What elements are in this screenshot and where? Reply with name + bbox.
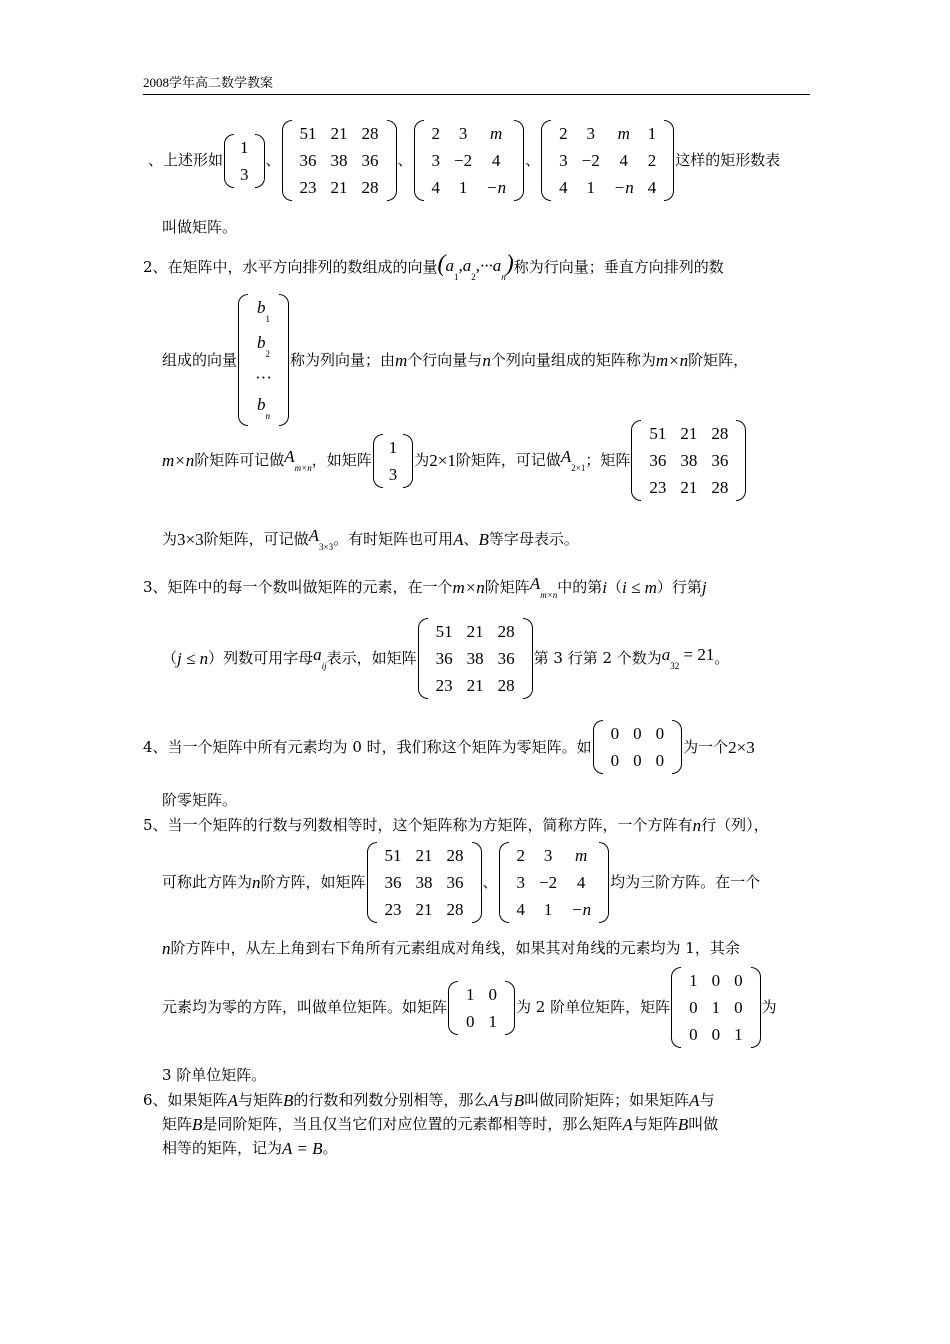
var-n: n	[692, 816, 702, 835]
matrix-cell: 36	[435, 649, 453, 668]
symbol-A-mxn	[530, 575, 557, 600]
matrix-cell: 3	[543, 846, 553, 865]
matrix-cell: 3	[458, 124, 468, 143]
section-2-line-4	[162, 527, 579, 552]
text: 、	[525, 151, 541, 169]
matrix-cell: 38	[415, 873, 433, 892]
matrix-row	[425, 174, 514, 201]
matrix-cell: 21	[680, 424, 698, 443]
text: 。	[714, 649, 730, 667]
symbol-A-3x3	[309, 527, 333, 552]
column-vector: $b_1$ $b_2$ ··· $b_n$	[237, 294, 290, 426]
matrix-1x2	[223, 134, 266, 188]
dim-mxn: m×n	[452, 578, 485, 597]
matrix-cell: −2	[539, 873, 558, 892]
section-2-line-2	[162, 294, 748, 426]
text: 相等的矩阵，记为	[162, 1139, 283, 1157]
matrix-cell: 21	[680, 478, 698, 497]
symbol-A-2x1	[561, 448, 585, 473]
text: 叫做矩阵。	[162, 218, 238, 236]
matrix-cell: 21	[415, 846, 433, 865]
matrix-cell: −n	[486, 178, 507, 197]
matrix-cell: 0	[633, 751, 642, 770]
matrix-cell: 4	[559, 178, 568, 197]
symbol-A: A	[689, 1091, 700, 1110]
matrix-row	[682, 967, 750, 994]
matrix-cell: 4	[491, 151, 501, 170]
matrix-cell: 0	[466, 1011, 475, 1031]
text: 第 3 行第 2 个数为	[533, 649, 662, 667]
matrix-row	[382, 461, 405, 488]
text: 这样的矩形数表	[675, 151, 781, 169]
matrix-cell: 1	[689, 971, 698, 990]
matrix-3x3-symbolic	[498, 842, 611, 923]
symbol-A-mxn	[284, 448, 311, 473]
text: 表示，如矩阵	[326, 649, 417, 667]
section-3-line-1	[143, 575, 707, 600]
matrix-cell: 0	[488, 984, 498, 1004]
section-2-line-3	[162, 420, 747, 501]
matrix-cell: −2	[454, 151, 473, 170]
page-header: 2008学年高二数学教案	[143, 72, 810, 95]
matrix-cell: 0	[655, 751, 665, 770]
matrix-cell: 4	[516, 900, 526, 919]
text: 称为列向量；由	[290, 350, 396, 369]
matrix-cell: 1	[466, 984, 475, 1004]
matrix-row	[459, 1008, 504, 1035]
text: 。	[322, 1139, 338, 1157]
subscript: 3×3	[319, 542, 334, 552]
text: ）行第	[656, 578, 702, 596]
text: 3、矩阵中的每一个数叫做矩阵的元素，在一个	[143, 578, 453, 596]
matrix-cell: 23	[435, 676, 453, 695]
text: 为 2 阶单位矩阵，矩阵	[516, 998, 671, 1016]
row-vector: $(a_1,a_2,\cdot\cdot\cdot a_n)$	[437, 251, 514, 282]
text: 个列向量组成的矩阵称为	[490, 350, 656, 369]
matrix-cell: 1	[240, 137, 249, 157]
matrix-cell: 21	[466, 676, 484, 695]
subscript: m×n	[294, 463, 312, 473]
cond-i: i ≤ m	[622, 578, 657, 597]
matrix-cell: 28	[497, 622, 515, 641]
matrix-cell: 0	[711, 971, 721, 990]
matrix-cell: 4	[576, 873, 586, 892]
matrix-row	[552, 174, 663, 201]
matrix-cell: 28	[711, 424, 729, 443]
text: 与	[699, 1091, 715, 1109]
matrix-row	[459, 981, 504, 1008]
matrix-cell: 51	[435, 622, 453, 641]
dim-mxn: m×n	[162, 451, 195, 470]
text: ）列数可用字母	[208, 649, 314, 667]
matrix-cell: 28	[446, 846, 464, 865]
text: 的行数和列数分别相等，那么	[293, 1091, 489, 1109]
var-j: j	[701, 578, 707, 597]
matrix-cell: 1	[734, 1025, 743, 1044]
matrix-row	[378, 896, 471, 923]
matrix-cell: 1	[488, 1011, 498, 1031]
matrix-row	[429, 672, 522, 699]
section-1-line-1	[148, 120, 780, 201]
A: A	[308, 526, 320, 545]
symbol-A: A	[622, 1115, 633, 1134]
matrix-row	[642, 420, 735, 447]
section-4-line-2	[162, 793, 237, 808]
dim-2x3: 2×3	[728, 737, 755, 757]
matrix-3x3-symbolic	[413, 120, 526, 201]
text: ，如矩阵	[311, 451, 372, 469]
matrix-cell: 0	[711, 1025, 721, 1044]
matrix-cell: 21	[330, 124, 348, 143]
text: 3 阶单位矩阵。	[162, 1066, 267, 1084]
matrix-row	[552, 147, 663, 174]
matrix-row	[425, 120, 514, 147]
section-6-line-2	[162, 1116, 718, 1133]
matrix-row	[682, 1021, 750, 1048]
matrix-cell: 3	[516, 873, 526, 892]
text: 叫做同阶矩阵；如果矩阵	[524, 1091, 690, 1109]
matrix-cell: 36	[446, 873, 464, 892]
matrix-cell: 21	[330, 178, 348, 197]
matrix-cell: 1	[458, 178, 468, 197]
matrix-cell: 36	[384, 873, 402, 892]
var-n: n	[252, 873, 261, 892]
identity-matrix-3	[670, 967, 762, 1048]
text: （	[162, 649, 178, 667]
a: a	[661, 645, 671, 664]
matrix-cell: 28	[361, 124, 379, 143]
matrix-cell: 38	[330, 151, 348, 170]
matrix-row	[552, 120, 663, 147]
text: 为	[162, 530, 178, 548]
dim-2x1: 2×1	[429, 451, 456, 470]
text: 、	[482, 873, 498, 891]
matrix-3x3	[417, 618, 534, 699]
text: （	[607, 578, 623, 596]
matrix-row	[293, 174, 386, 201]
a: a	[313, 645, 322, 664]
text: 为	[761, 998, 777, 1016]
matrix-cell: 23	[299, 178, 317, 197]
matrix-cell: 4	[431, 178, 441, 197]
section-5-line-3	[162, 940, 740, 957]
symbol-B: B	[478, 530, 489, 549]
matrix-3x4	[540, 120, 675, 201]
symbol-a32: $a_{32} = 21$	[661, 645, 715, 671]
matrix-cell: m	[489, 124, 503, 143]
matrix-cell: 51	[299, 124, 317, 143]
A: A	[284, 447, 295, 466]
matrix-row	[378, 869, 471, 896]
matrix-cell: 28	[497, 676, 515, 695]
subscript: 2×1	[571, 463, 586, 473]
text: 与	[498, 1091, 514, 1109]
A: A	[560, 447, 572, 466]
matrix-cell: 36	[649, 451, 667, 470]
matrix-row	[293, 120, 386, 147]
identity-matrix-2	[447, 981, 516, 1035]
text: 可称此方阵为	[162, 873, 253, 891]
text: 组成的向量	[162, 350, 238, 369]
matrix-cell: −2	[581, 151, 600, 170]
matrix-cell: 28	[446, 900, 464, 919]
section-3-line-2	[162, 618, 729, 699]
text: 、	[265, 151, 281, 169]
text: 阶矩阵	[484, 578, 530, 596]
section-1-line-2	[162, 220, 237, 235]
text: 阶矩阵，	[688, 350, 749, 369]
matrix-cell: 28	[361, 178, 379, 197]
matrix-cell: 0	[610, 724, 620, 743]
matrix-cell: 0	[734, 998, 743, 1017]
matrix-cell: 4	[619, 151, 628, 170]
matrix-cell: m	[617, 124, 630, 143]
matrix-cell: 3	[586, 124, 595, 143]
matrix-cell: 0	[610, 751, 620, 770]
text: 、上述形如	[148, 151, 224, 169]
var-i: i	[602, 578, 608, 597]
zero-matrix-2x3	[592, 720, 684, 774]
matrix-cell: 23	[384, 900, 402, 919]
matrix-row	[642, 474, 735, 501]
matrix-row	[293, 147, 386, 174]
text: 为一个	[683, 737, 729, 756]
symbol-A: A	[453, 530, 464, 549]
text: 。有时矩阵也可用	[333, 530, 454, 548]
var-m: m	[395, 350, 408, 370]
matrix-row	[604, 720, 672, 747]
matrix-cell: 23	[649, 478, 667, 497]
text: 阶零矩阵。	[162, 791, 238, 809]
text: 叫做	[688, 1115, 719, 1133]
matrix-row	[233, 161, 256, 188]
dim-3x3: 3×3	[177, 530, 204, 549]
section-2-line-1	[143, 252, 724, 282]
symbol-B: B	[513, 1091, 525, 1110]
text: 行（列），	[701, 816, 769, 834]
text: 5、当一个矩阵的行数与列数相等时，这个矩阵称为方矩阵，简称方阵，一个方阵有	[143, 816, 693, 834]
matrix-cell: 21	[466, 622, 484, 641]
matrix-cell: 0	[633, 724, 642, 743]
matrix-row	[510, 896, 599, 923]
matrix-cell: −n	[571, 900, 592, 919]
text: 阶矩阵，可记做	[203, 530, 309, 548]
matrix-cell: 1	[647, 124, 657, 143]
matrix-cell: 28	[711, 478, 729, 497]
matrix-row	[604, 747, 672, 774]
text: 与矩阵	[632, 1115, 678, 1133]
matrix-cell: 2	[431, 124, 441, 143]
matrix-cell: 3	[388, 464, 398, 484]
text: 是同阶矩阵，当且仅当它们对应位置的元素都相等时，那么矩阵	[202, 1115, 623, 1133]
matrix-cell: 0	[655, 724, 665, 743]
matrix-1x2	[372, 434, 415, 488]
matrix-cell: 36	[711, 451, 729, 470]
text: 称为行向量；垂直方向排列的数	[513, 257, 724, 276]
matrix-cell: 1	[388, 437, 398, 457]
matrix-row	[378, 842, 471, 869]
matrix-cell: 2	[647, 151, 657, 170]
matrix-3x3	[366, 842, 483, 923]
dim-mxn: m×n	[655, 350, 689, 370]
matrix-row	[429, 645, 522, 672]
var-n: n	[162, 939, 171, 958]
text: 均为三阶方阵。在一个	[610, 873, 761, 891]
equation-A-eq-B: A = B	[282, 1139, 323, 1158]
section-5-line-1	[143, 817, 769, 834]
matrix-row	[642, 447, 735, 474]
matrix-cell: −n	[613, 178, 634, 197]
text: 中的第	[557, 578, 603, 596]
matrix-cell: 0	[734, 971, 743, 990]
section-6-line-1	[143, 1092, 715, 1109]
matrix-row	[682, 994, 750, 1021]
symbol-B: B	[192, 1115, 203, 1134]
A: A	[529, 574, 541, 593]
matrix-cell: 51	[649, 424, 667, 443]
matrix-cell: 0	[689, 998, 698, 1017]
matrix-3x3	[630, 420, 747, 501]
var-n: n	[482, 350, 491, 370]
matrix-cell: 38	[680, 451, 698, 470]
matrix-cell: 36	[361, 151, 379, 170]
symbol-A: A	[488, 1091, 499, 1110]
text: 等字母表示。	[488, 530, 579, 548]
text: 6、如果矩阵	[143, 1091, 228, 1109]
matrix-cell: 3	[431, 151, 441, 170]
matrix-cell: 51	[384, 846, 402, 865]
text: 4、当一个矩阵中所有元素均为 0 时，我们称这个矩阵为零矩阵。如	[143, 737, 592, 756]
text: 元素均为零的方阵，叫做单位矩阵。如矩阵	[162, 998, 448, 1016]
cond-j: j ≤ n	[177, 649, 209, 668]
matrix-cell: 2	[516, 846, 526, 865]
section-5-line-5	[162, 1068, 266, 1083]
section-6-line-3	[162, 1140, 337, 1157]
text: 阶方阵中，从左上角到右下角所有元素组成对角线，如果其对角线的元素均为 1，其余	[170, 939, 740, 957]
eq: = 21	[679, 645, 715, 664]
matrix-3x3	[281, 120, 398, 201]
matrix-cell: 38	[466, 649, 484, 668]
text: 与矩阵	[237, 1091, 283, 1109]
symbol-A: A	[227, 1091, 238, 1110]
text: 阶矩阵，可记做	[455, 451, 561, 469]
matrix-cell: 1	[711, 998, 721, 1017]
matrix-cell: 4	[647, 178, 657, 197]
text: 、	[397, 151, 413, 169]
section-5-line-2	[162, 842, 760, 923]
text: 、	[463, 530, 479, 548]
subscript: m×n	[540, 590, 558, 600]
matrix-cell: 36	[497, 649, 515, 668]
symbol-B: B	[282, 1091, 294, 1110]
matrix-cell: 1	[586, 178, 595, 197]
text: 矩阵	[162, 1115, 193, 1133]
matrix-cell: 2	[559, 124, 568, 143]
symbol-B: B	[677, 1115, 689, 1134]
matrix-cell: 36	[299, 151, 317, 170]
text: ；矩阵	[585, 451, 631, 469]
matrix-cell: 3	[559, 151, 568, 170]
matrix-row	[510, 842, 599, 869]
matrix-cell: 21	[415, 900, 433, 919]
matrix-cell: 1	[543, 900, 553, 919]
matrix-cell: 3	[240, 164, 249, 184]
matrix-cell: m	[574, 846, 588, 865]
matrix-row	[382, 434, 405, 461]
section-4-line-1	[143, 720, 755, 774]
matrix-row	[425, 147, 514, 174]
matrix-row	[233, 134, 256, 161]
text: 2、在矩阵中，水平方向排列的数组成的向量	[143, 257, 438, 276]
matrix-cell: 0	[689, 1025, 698, 1044]
section-5-line-4	[162, 967, 777, 1048]
text: 为	[414, 451, 430, 469]
text: 阶方阵，如矩阵	[260, 873, 366, 891]
symbol-aij: $a_{ij}$	[313, 645, 327, 671]
matrix-row	[429, 618, 522, 645]
text: 阶矩阵可记做	[194, 451, 285, 469]
text: 个行向量与	[407, 350, 483, 369]
matrix-row	[510, 869, 599, 896]
